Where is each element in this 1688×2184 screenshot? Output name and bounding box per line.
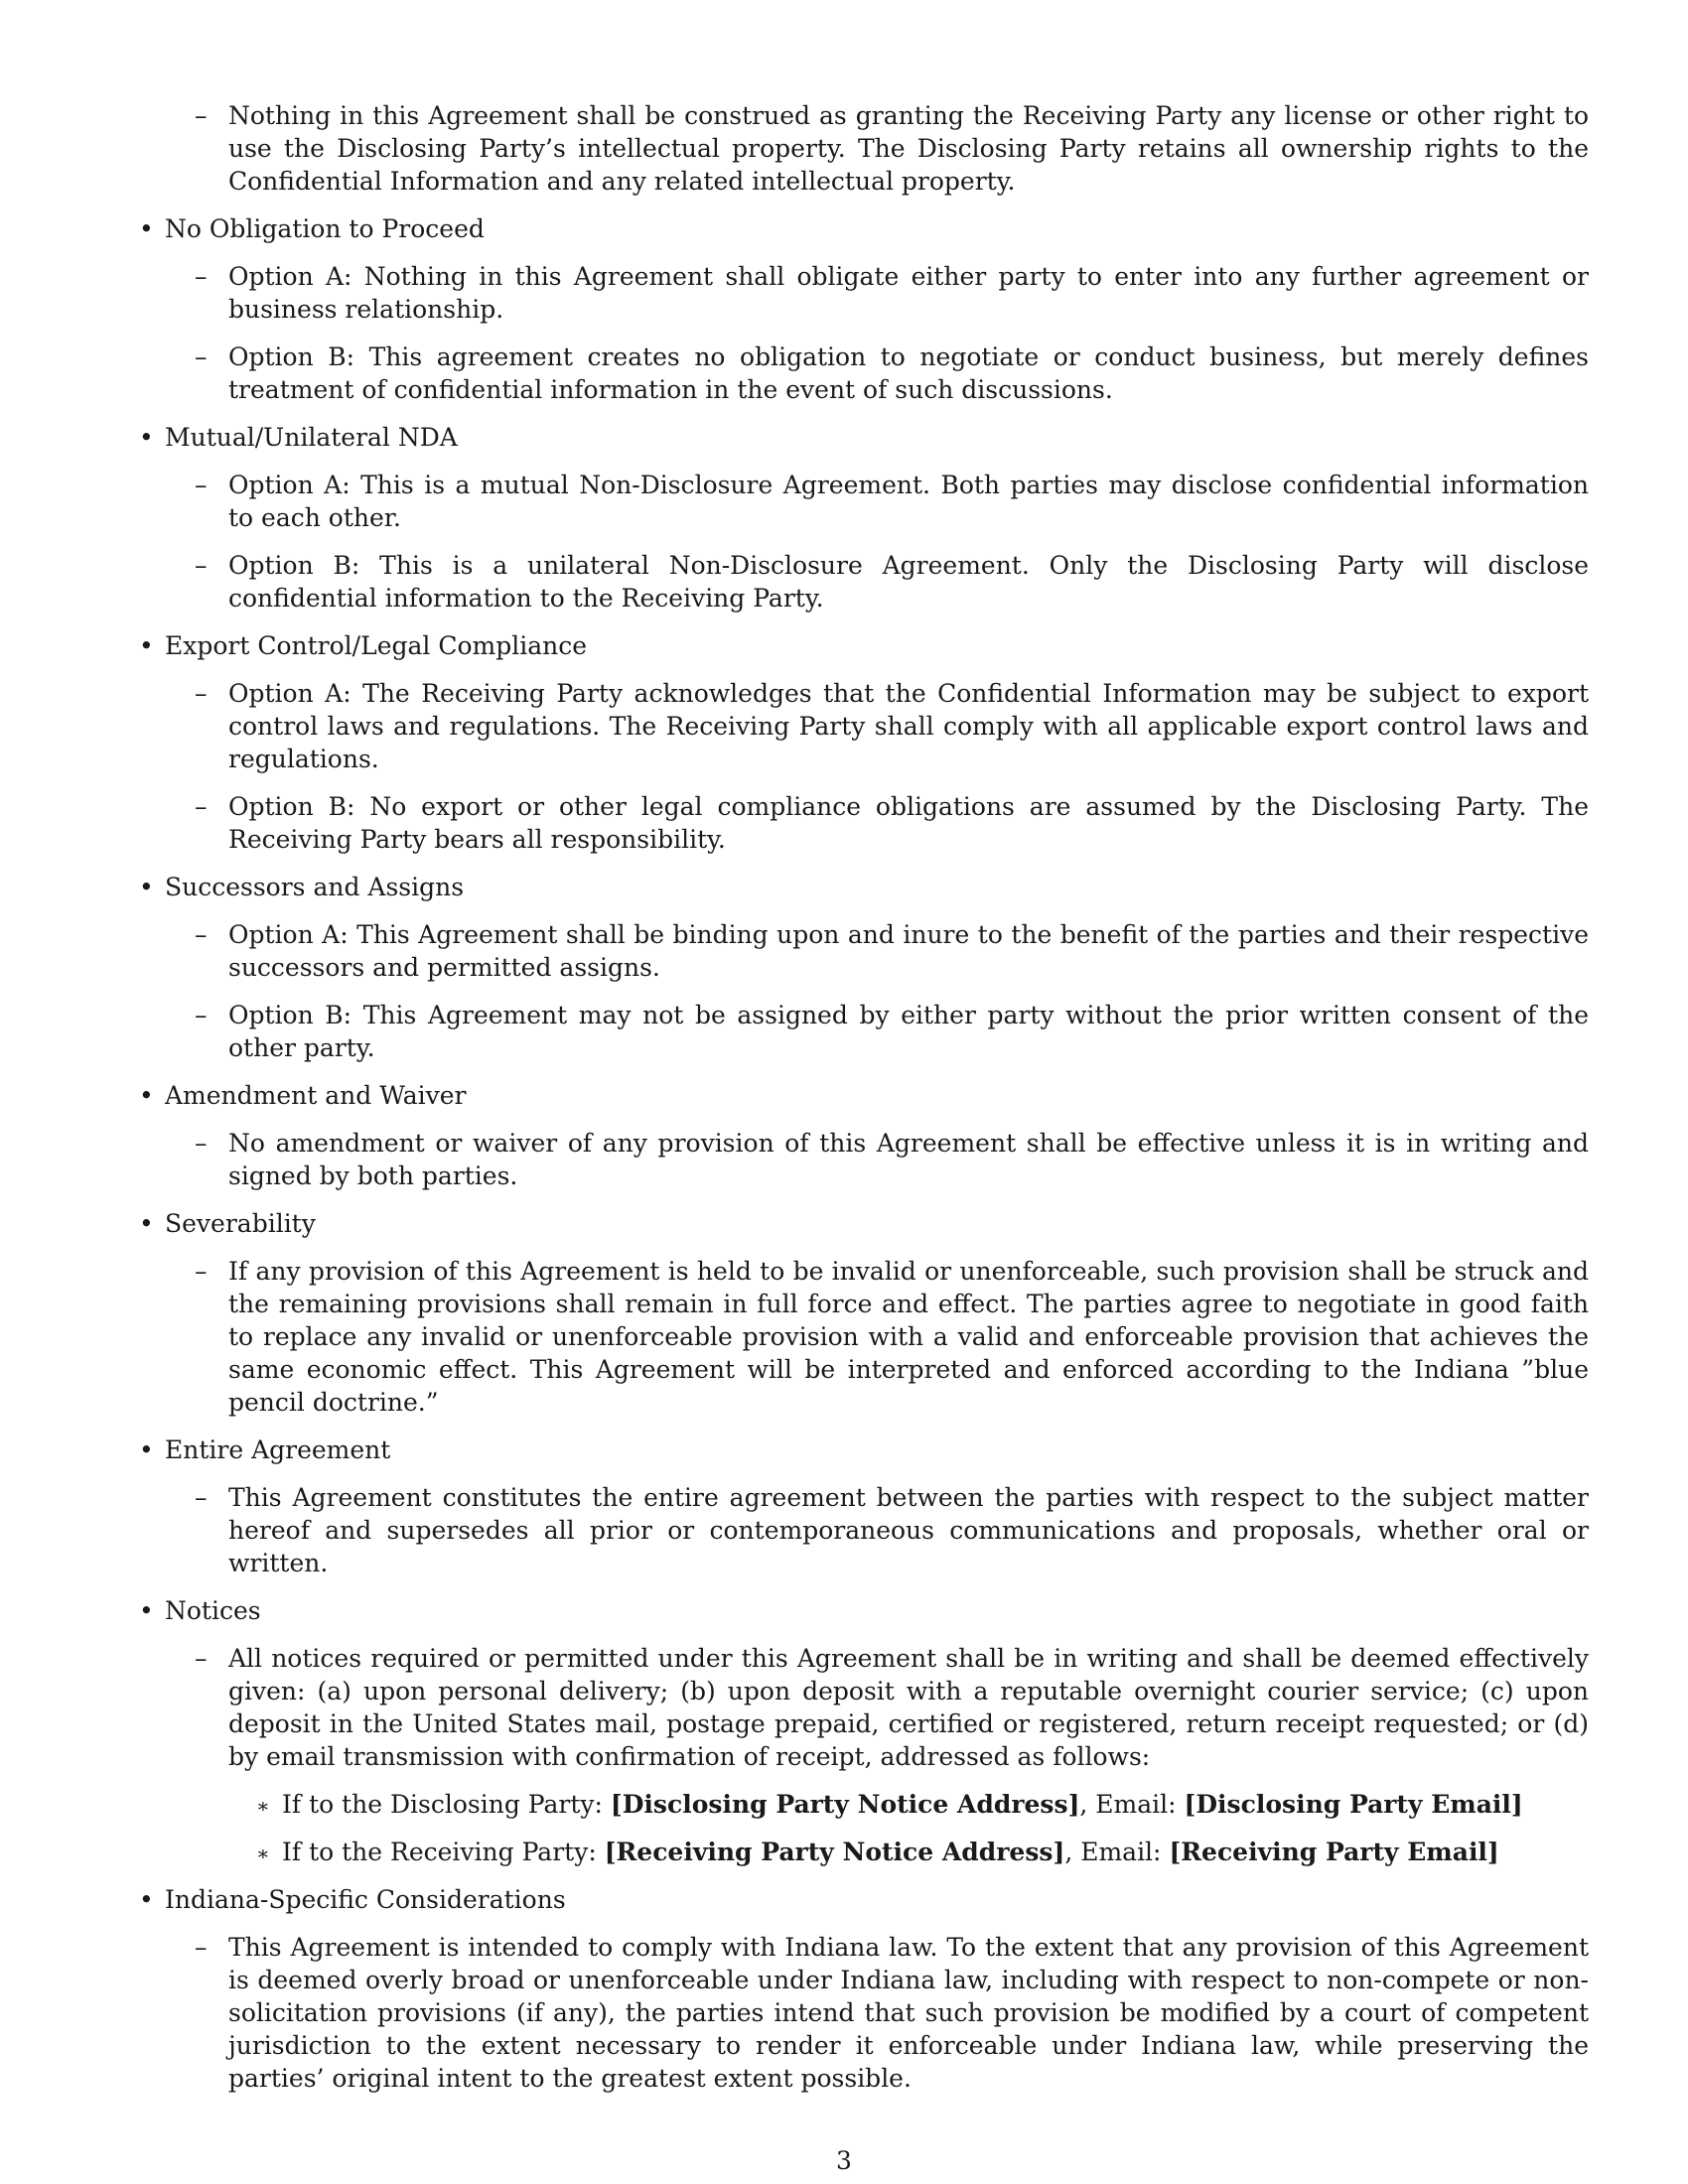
clause-text-item bbox=[165, 1127, 1589, 1192]
disclosing-address-placeholder: [Disclosing Party Notice Address] bbox=[610, 1790, 1080, 1819]
dash-marker: – bbox=[195, 1644, 208, 1673]
option-b bbox=[165, 549, 1589, 614]
bullet-marker: • bbox=[139, 1885, 154, 1914]
option-b bbox=[165, 999, 1589, 1064]
dash-marker: – bbox=[195, 1257, 208, 1286]
clause-text-item bbox=[165, 1642, 1589, 1868]
receiving-email-placeholder: [Receiving Party Email] bbox=[1169, 1838, 1499, 1866]
bullet-marker: • bbox=[139, 423, 154, 452]
clause-text: No amendment or waiver of any provision of this Agreement shall be effective unless it is in writing and signed by both parties. bbox=[228, 1129, 1589, 1190]
clause-successors bbox=[139, 871, 1589, 1064]
bullet-marker: • bbox=[139, 1081, 154, 1110]
bullet-marker: • bbox=[139, 631, 154, 660]
clause-title: Indiana-Specific Considerations bbox=[165, 1885, 566, 1914]
receiving-address-placeholder: [Receiving Party Notice Address] bbox=[604, 1838, 1065, 1866]
option-text: Option B: No export or other legal compliance obligations are assumed by the Disclosing Party. The Receiving Party bears all responsibility. bbox=[228, 792, 1589, 854]
intro-item bbox=[165, 99, 1589, 198]
option-b bbox=[165, 790, 1589, 856]
star-marker: ∗ bbox=[256, 1842, 270, 1865]
bullet-marker: • bbox=[139, 1596, 154, 1625]
option-text: Option A: This Agreement shall be binding upon and inure to the benefit of the parties and their respective successors and permitted assigns. bbox=[228, 920, 1589, 982]
clause-title: Export Control/Legal Compliance bbox=[165, 631, 588, 660]
dash-marker: – bbox=[195, 1129, 208, 1158]
dash-marker: – bbox=[195, 551, 208, 580]
option-text: Option A: Nothing in this Agreement shall obligate either party to enter into any further agreement or business relationship. bbox=[228, 262, 1589, 324]
star-marker: ∗ bbox=[256, 1794, 270, 1818]
clause-title: Entire Agreement bbox=[165, 1435, 391, 1464]
clause-entire-agreement bbox=[139, 1433, 1589, 1579]
clause-amendment bbox=[139, 1079, 1589, 1192]
clause-title: Amendment and Waiver bbox=[165, 1081, 467, 1110]
clause-indiana bbox=[139, 1883, 1589, 2095]
intro-text: Nothing in this Agreement shall be construed as granting the Receiving Party any license or other right to use the Disclosing Party’s intellectual property. The Disclosing Party retains all ownership rights to the Confidential Information and any related intellectual property. bbox=[228, 101, 1589, 196]
option-a bbox=[165, 918, 1589, 984]
document-body bbox=[139, 99, 1589, 2110]
option-text: Option B: This Agreement may not be assigned by either party without the prior written consent of the other party. bbox=[228, 1001, 1589, 1062]
email-label: , Email: bbox=[1064, 1838, 1170, 1866]
option-text: Option A: This is a mutual Non-Disclosure Agreement. Both parties may disclose confidential information to each other. bbox=[228, 471, 1589, 532]
clause-export bbox=[139, 629, 1589, 856]
dash-marker: – bbox=[195, 342, 208, 371]
clause-text: All notices required or permitted under this Agreement shall be in writing and shall be deemed effectively given: (a) upon personal delivery; (b) upon deposit with a reputable overnight courier service; (c) upon deposit in the United States mail, postage prepaid, certified or registered, return receipt requested; or (d) by email transmission with confirmation of receipt, addressed as follows: bbox=[228, 1644, 1589, 1771]
dash-marker: – bbox=[195, 1483, 208, 1512]
option-text: Option B: This agreement creates no obligation to negotiate or conduct business, but merely defines treatment of confidential information in the event of such discussions. bbox=[228, 342, 1589, 404]
clause-severability bbox=[139, 1207, 1589, 1419]
dash-marker: – bbox=[195, 679, 208, 708]
disclosing-email-placeholder: [Disclosing Party Email] bbox=[1184, 1790, 1523, 1819]
bullet-marker: • bbox=[139, 214, 154, 243]
dash-marker: – bbox=[195, 920, 208, 949]
clause-text-item bbox=[165, 1481, 1589, 1579]
bullet-marker: • bbox=[139, 873, 154, 901]
clause-notices bbox=[139, 1594, 1589, 1868]
notice-disclosing bbox=[228, 1788, 1589, 1821]
option-b bbox=[165, 341, 1589, 406]
dash-marker: – bbox=[195, 792, 208, 821]
dash-marker: – bbox=[195, 262, 208, 291]
dash-marker: – bbox=[195, 471, 208, 499]
email-label: , Email: bbox=[1079, 1790, 1185, 1819]
notice-address-list bbox=[228, 1788, 1589, 1868]
option-text: Option B: This is a unilateral Non-Disclosure Agreement. Only the Disclosing Party will disclose confidential information to the Receiving Party. bbox=[228, 551, 1589, 613]
notice-receiving bbox=[228, 1836, 1589, 1868]
option-text: Option A: The Receiving Party acknowledges that the Confidential Information may be subject to export control laws and regulations. The Receiving Party shall comply with all applicable export control laws and regulations. bbox=[228, 679, 1589, 773]
dash-marker: – bbox=[195, 1933, 208, 1962]
option-a bbox=[165, 677, 1589, 775]
bullet-marker: • bbox=[139, 1209, 154, 1238]
notice-prefix: If to the Receiving Party: bbox=[282, 1838, 605, 1866]
clause-text-item bbox=[165, 1255, 1589, 1419]
clause-text: This Agreement is intended to comply with Indiana law. To the extent that any provision of this Agreement is deemed overly broad or unenforceable under Indiana law, including with respect to non-compete or non-solicitation provisions (if any), the parties intend that such provision be modified by a court of competent jurisdiction to the extent necessary to render it enforceable under Indiana law, while preserving the parties’ original intent to the greatest extent possible. bbox=[228, 1933, 1589, 2093]
clause-no-obligation bbox=[139, 212, 1589, 406]
clause-title: Notices bbox=[165, 1596, 261, 1625]
bullet-marker: • bbox=[139, 1435, 154, 1464]
page-number: 3 bbox=[836, 2146, 852, 2175]
clause-text: This Agreement constitutes the entire agreement between the parties with respect to the subject matter hereof and supersedes all prior or contemporaneous communications and proposals, whether oral or written. bbox=[228, 1483, 1589, 1577]
notice-prefix: If to the Disclosing Party: bbox=[282, 1790, 611, 1819]
dash-marker: – bbox=[195, 101, 208, 130]
clause-title: Mutual/Unilateral NDA bbox=[165, 423, 458, 452]
clause-mutual bbox=[139, 421, 1589, 614]
clause-title: Successors and Assigns bbox=[165, 873, 465, 901]
option-a bbox=[165, 469, 1589, 534]
clause-title: No Obligation to Proceed bbox=[165, 214, 485, 243]
dash-marker: – bbox=[195, 1001, 208, 1029]
clause-text-item bbox=[165, 1931, 1589, 2095]
clause-text: If any provision of this Agreement is held to be invalid or unenforceable, such provision shall be struck and the remaining provisions shall remain in full force and effect. The parties agree to negotiate in good faith to replace any invalid or unenforceable provision with a valid and enforceable provision that achieves the same economic effect. This Agreement will be interpreted and enforced according to the Indiana ”blue pencil doctrine.” bbox=[228, 1257, 1589, 1417]
clause-title: Severability bbox=[165, 1209, 316, 1238]
clause-list bbox=[139, 212, 1589, 2095]
option-a bbox=[165, 260, 1589, 326]
